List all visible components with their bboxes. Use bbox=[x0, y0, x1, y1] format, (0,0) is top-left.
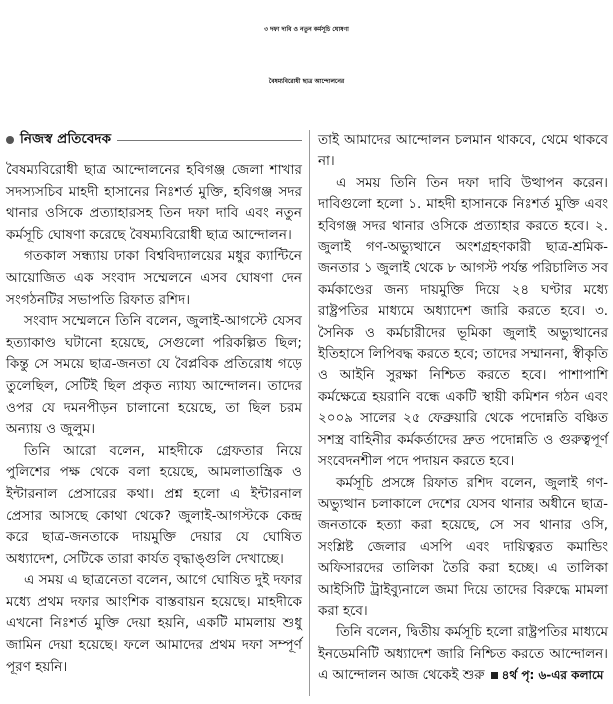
paragraph-text: তিনি বলেন, দ্বিতীয় কর্মসূচি হলো রাষ্ট্রপতির মাধ্যমে ইনডেমনিটি অধ্যাদেশ জারি নিশ্চিত করতে আন্দোলন। এ আন্দোলন আজ থেকেই শুরু bbox=[318, 625, 608, 684]
byline-text: নিজস্ব প্রতিবেদক bbox=[20, 131, 112, 148]
headline-line-2: বৈষম্যবিরোধী ছাত্র আন্দোলনের bbox=[268, 78, 345, 85]
headline-line-1: ৩ দফা দাবি ও নতুন কর্মসূচি ঘোষণা bbox=[264, 26, 349, 33]
continuation-jump: ৪র্থ পৃ: ৬-এর কলামে bbox=[501, 668, 604, 683]
paragraph-with-jump bbox=[318, 622, 608, 686]
paragraph: কর্মসূচি প্রসঙ্গে রিফাত রশিদ বলেন, জুলাই গণ-অভ্যুত্থান চলাকালে দেশের যেসব থানার অধীনে ছাত্র-জনতাকে হত্যা করা হয়েছে, সে সব থানার ওসি, সংশ্লিষ্ট জেলার এসপি এবং দায়িত্বরত কমান্ডিং অফিসারদের তালিকা তৈরি করা হচ্ছে। এ তালিকা আইসিটি ট্রাইব্যুনালে জমা দিয়ে তাদের বিরুদ্ধে মামলা করা হবে। bbox=[318, 475, 608, 619]
paragraph: সংবাদ সম্মেলনে তিনি বলেন, জুলাই-আগস্টে যেসব হত্যাকাণ্ড ঘটানো হয়েছে, সেগুলো পরিকল্পিত ছিল; কিন্তু সে সময়ে ছাত্র-জনতা যে বৈপ্লবিক প্রতিরোধ গড়ে তুলেছিল, সেটিই ছিল প্রকৃত ন্যায্য আন্দোলন। তাদের ওপর যে দমনপীড়ন চালানো হয়েছে, তা ছিল চরম অন্যায় ও জুলুম। bbox=[6, 313, 302, 438]
bullet-icon bbox=[6, 136, 14, 144]
byline-rule bbox=[117, 140, 302, 141]
paragraph: বৈষম্যবিরোধী ছাত্র আন্দোলনের হবিগঞ্জ জেলা শাখার সদস্যসচিব মাহদী হাসানের নিঃশর্ত মুক্তি, হবিগঞ্জ সদর থানার ওসিকে প্রত্যাহারসহ তিন দফা দাবি এবং নতুন কর্মসূচি ঘোষণা করেছে বৈষম্যবিরোধী ছাত্র আন্দোলন। bbox=[6, 162, 302, 243]
byline bbox=[6, 128, 302, 152]
paragraph: তাই আমাদের আন্দোলন চলমান থাকবে, থেমে থাকবে না। bbox=[318, 133, 608, 170]
column-divider bbox=[309, 130, 310, 696]
paragraph: এ সময় তিনি তিন দফা দাবি উত্থাপন করেন। দাবিগুলো হলো ১. মাহদী হাসানকে নিঃশর্ত মুক্তি এবং হবিগঞ্জ সদর থানার ওসিকে প্রত্যাহার করতে হবে। ২. জুলাই গণ-অভ্যুত্থানে অংশগ্রহণকারী ছাত্র-শ্রমিক-জনতার ১ জুলাই থেকে ৮ আগস্ট পর্যন্ত পরিচালিত সব কর্মকাণ্ডের জন্য দায়মুক্তি দিয়ে ২৪ ঘণ্টার মধ্যে রাষ্ট্রপতির মাধ্যমে অধ্যাদেশ জারি করতে হবে। ৩. সৈনিক ও কর্মচারীদের ভূমিকা জুলাই অভ্যুত্থানের ইতিহাসে লিপিবদ্ধ করতে হবে; তাদের সম্মাননা, স্বীকৃতি ও আইনি সুরক্ষা নিশ্চিত করতে হবে। পাশাপাশি কর্মক্ষেত্রে হয়রানি বন্ধে একটি স্থায়ী কমিশন গঠন এবং ২০০৯ সালের ২৫ ফেব্রুয়ারি থেকে পদোন্নতি বঞ্চিত সশস্ত্র বাহিনীর কর্মকর্তাদের দ্রুত পদোন্নতি ও গুরুত্বপূর্ণ সংবেদনশীল পদে পদায়ন করতে হবে। bbox=[318, 175, 608, 470]
jump-square-icon bbox=[491, 672, 498, 679]
article-column-right bbox=[318, 130, 608, 687]
paragraph: গতকাল সন্ধ্যায় ঢাকা বিশ্ববিদ্যালয়ের মধুর ক্যান্টিনে আয়োজিত এক সংবাদ সম্মেলনে এসব ঘোষণা দেন সংগঠনটির সভাপতি রিফাত রশিদ। bbox=[6, 248, 302, 308]
article-column-left bbox=[6, 128, 302, 678]
paragraph: এ সময় এ ছাত্রনেতা বলেন, আগে ঘোষিত দুই দফার মধ্যে প্রথম দফার আংশিক বাস্তবায়ন হয়েছে। মাহদীকে এখনো নিঃশর্ত মুক্তি দেয়া হয়নি, একটি মামলায় শুধু জামিন দেয়া হয়েছে। ফলে আমাদের প্রথম দফা সম্পূর্ণ পূরণ হয়নি। bbox=[6, 572, 302, 675]
paragraph: তিনি আরো বলেন, মাহদীকে গ্রেফতার নিয়ে পুলিশের পক্ষ থেকে বলা হয়েছে, আমলাতান্ত্রিক ও ইন্টারনাল প্রেসারের কথা। প্রশ্ন হলো এ ইন্টারনাল প্রেসার আসছে কোথা থেকে? জুলাই-আগস্টকে কেন্দ্র করে ছাত্র-জনতাকে দায়মুক্তি দেয়ার যে ঘোষিত অধ্যাদেশ, সেটিকে তারা কার্যত বৃদ্ধাঙ্গুলি দেখাচ্ছে। bbox=[6, 442, 302, 567]
